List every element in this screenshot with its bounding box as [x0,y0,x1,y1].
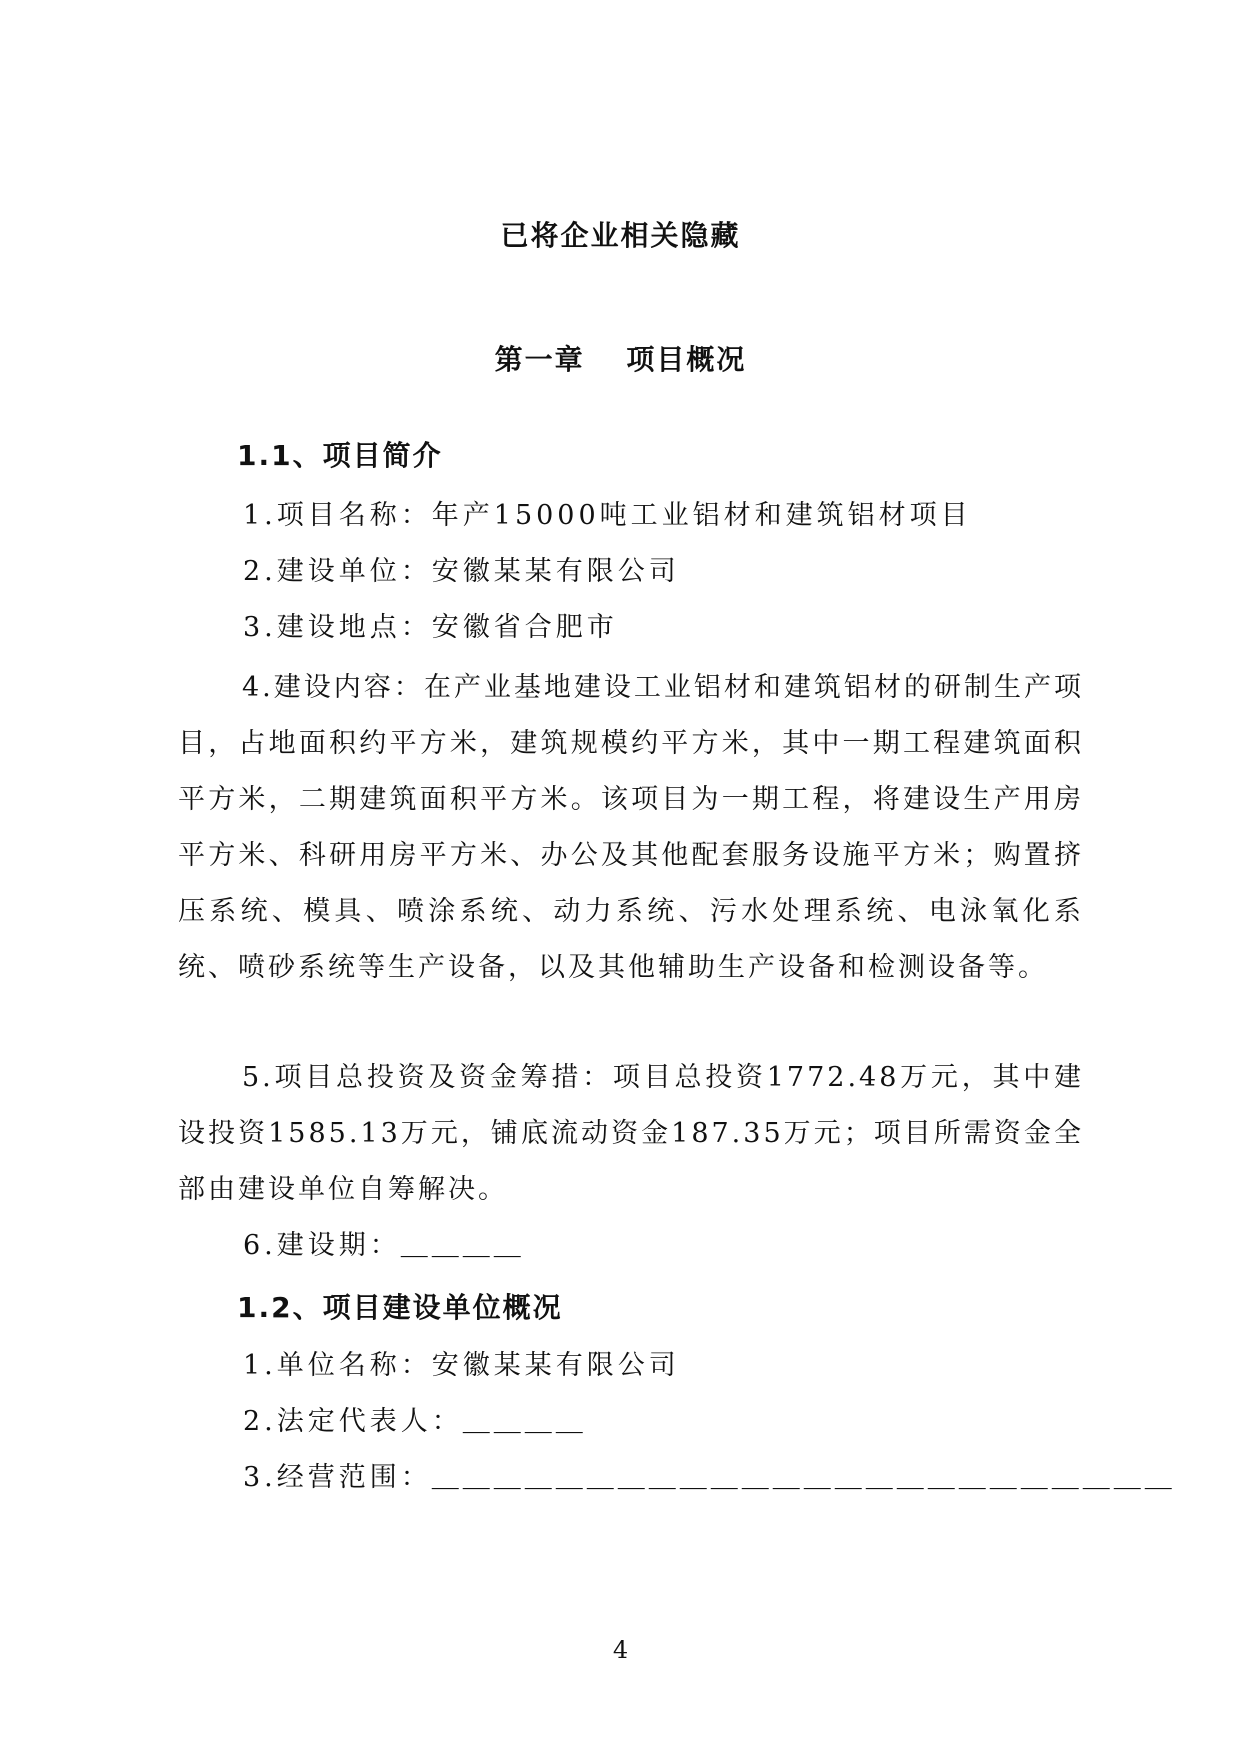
item-investment: 5.项目总投资及资金筹措：项目总投资1772.48万元，其中建设投资1585.13万元，铺底流动资金187.35万元；项目所需资金全部由建设单位自筹解决。 [178,1062,1084,1205]
item-unit-name: 1.单位名称：安徽某某有限公司 [243,1350,680,1381]
item-construction-content: 4.建设内容：在产业基地建设工业铝材和建筑铝材的研制生产项目，占地面积约平方米，建筑规模约平方米，其中一期工程建筑面积平方米，二期建筑面积平方米。该项目为一期工程，将建设生产用房平方米、科研用房平方米、办公及其他配套服务设施平方米；购置挤压系统、模具、喷涂系统、动力系统、污水处理系统、电泳氧化系统、喷砂系统等生产设备，以及其他辅助生产设备和检测设备等。 [178,672,1084,983]
item-construction-location: 3.建设地点：安徽省合肥市 [243,612,618,643]
item-construction-period: 6.建设期：＿＿＿＿ [243,1230,525,1261]
item-project-name: 1.项目名称：年产15000吨工业铝材和建筑铝材项目 [243,500,972,531]
item-business-scope: 3.经营范围：＿＿＿＿＿＿＿＿＿＿＿＿＿＿＿＿＿＿＿＿＿＿＿＿ [243,1462,1176,1493]
section-heading-1-1: 1.1、项目简介 [237,439,443,472]
section-heading-1-2: 1.2、项目建设单位概况 [237,1291,563,1324]
document-title: 已将企业相关隐藏 [500,219,741,252]
item-legal-representative: 2.法定代表人：＿＿＿＿ [243,1406,587,1437]
page-number: 4 [612,1636,629,1664]
item-construction-unit: 2.建设单位：安徽某某有限公司 [243,556,680,587]
chapter-heading: 第一章 项目概况 [494,343,747,376]
